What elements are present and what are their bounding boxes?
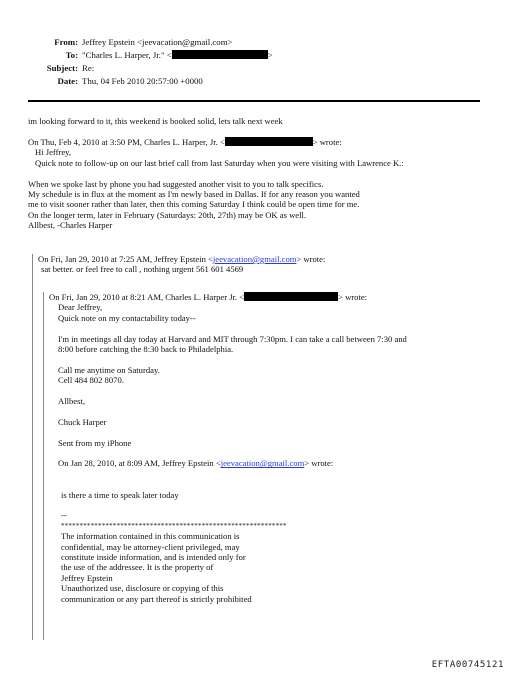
quote2-intro-after: > wrote: bbox=[296, 254, 326, 264]
quote4-intro-after: > wrote: bbox=[304, 458, 334, 469]
subject-label: Subject: bbox=[46, 63, 78, 73]
quote3-paragraph-line: Call me anytime on Saturday. bbox=[58, 364, 160, 375]
reply-text: im looking forward to it, this weekend is booked solid, lets talk next week bbox=[28, 116, 283, 126]
quoted-message-3 bbox=[43, 292, 486, 640]
quote1-intro-after: > wrote: bbox=[312, 137, 342, 147]
quote1-intro-text: On Thu, Feb 4, 2010 at 3:50 PM, Charles L. Harper, Jr. < bbox=[28, 137, 225, 147]
quote1-greeting: Hi Jeffrey, bbox=[35, 147, 72, 158]
from-row bbox=[34, 36, 273, 49]
quote4-intro bbox=[58, 458, 486, 468]
quote1-paragraph-line: My schedule is in flux at the moment as I'm newly based in Dallas. If for any reason you wanted bbox=[28, 189, 360, 200]
quote3-intro bbox=[49, 292, 486, 302]
disclaimer-line: communication or any part thereof is strictly prohibited bbox=[61, 593, 252, 604]
quote3-intro-text: On Fri, Jan 29, 2010 at 8:21 AM, Charles L. Harper Jr. < bbox=[49, 292, 245, 302]
quoted-message-1 bbox=[28, 137, 480, 231]
redaction-bar bbox=[172, 50, 268, 59]
quote3-sent: Sent from my iPhone bbox=[58, 437, 132, 448]
redaction-bar bbox=[225, 137, 313, 146]
quote4-intro-text: On Jan 28, 2010, at 8:09 AM, Jeffrey Epstein < bbox=[58, 458, 221, 469]
quote3-body bbox=[58, 302, 486, 604]
disclaimer-line: confidential, may be attorney-client privileged, may bbox=[61, 541, 240, 552]
quote2-body: sat better. or feel free to call , nothing urgent 561 601 4569 bbox=[41, 264, 244, 275]
quoted-message-4 bbox=[58, 458, 486, 604]
quote3-paragraph-line: 8:00 before catching the 8:30 back to Philadelphia. bbox=[58, 344, 234, 355]
email-link[interactable]: jeevacation@gmail.com bbox=[220, 458, 305, 469]
quote1-paragraph-line: When we spoke last by phone you had suggested another visit to you to talk specifics. bbox=[28, 178, 324, 189]
from-value: Jeffrey Epstein <jeevacation@gmail.com> bbox=[82, 37, 233, 47]
quote3-intro-after: > wrote: bbox=[338, 292, 368, 302]
to-label: To: bbox=[65, 50, 78, 60]
quote1-body bbox=[35, 147, 480, 168]
quote1-intro bbox=[28, 137, 480, 147]
quote3-greeting: Dear Jeffrey, bbox=[58, 302, 103, 313]
quote3-line: Quick note on my contactability today-- bbox=[58, 312, 196, 323]
disclaimer-line: Unauthorized use, disclosure or copying of this bbox=[61, 583, 224, 594]
signature-stars: ************************************************************* bbox=[61, 521, 287, 530]
to-row bbox=[34, 49, 273, 62]
date-row bbox=[34, 75, 273, 88]
quote4-body: is there a time to speak later today bbox=[61, 489, 179, 500]
email-link[interactable]: jeevacation@gmail.com bbox=[212, 254, 297, 264]
email-header bbox=[34, 36, 273, 88]
disclaimer-line: the use of the addressee. It is the property of bbox=[61, 562, 214, 573]
quote1-paragraph-line: me to visit sooner rather than later, then this coming Saturday I think could be open time for me. bbox=[28, 199, 360, 210]
disclaimer-line: The information contained in this communication is bbox=[61, 531, 240, 542]
redaction-bar bbox=[244, 292, 338, 301]
from-label: From: bbox=[54, 37, 78, 47]
quote1-line: Quick note to follow-up on our last brief call from last Saturday when you were visiting with Lawrence K.: bbox=[35, 157, 404, 168]
header-divider bbox=[28, 100, 480, 102]
quote1-paragraph-line: On the longer term, later in February (Saturdays: 20th, 27th) may be OK as well. bbox=[28, 209, 307, 220]
disclaimer-line: constitute inside information, and is intended only for bbox=[61, 552, 246, 563]
disclaimer-line: Jeffrey Epstein bbox=[61, 572, 113, 583]
quote3-signoff: Allbest, bbox=[58, 396, 85, 407]
signature-dash: -- bbox=[61, 510, 67, 521]
quote1-signoff: Allbest, -Charles Harper bbox=[28, 220, 113, 231]
quote2-intro-text: On Fri, Jan 29, 2010 at 7:25 AM, Jeffrey Epstein < bbox=[38, 254, 213, 264]
quote3-paragraph-line: Cell 484 802 8070. bbox=[58, 375, 124, 386]
date-value: Thu, 04 Feb 2010 20:57:00 +0000 bbox=[82, 76, 203, 86]
quote3-name: Chuck Harper bbox=[58, 416, 107, 427]
date-label: Date: bbox=[57, 76, 78, 86]
quote2-intro bbox=[38, 254, 486, 264]
quote3-paragraph-line: I'm in meetings all day today at Harvard and MIT through 7:30pm. I can take a call between 7:30 and bbox=[58, 333, 407, 344]
subject-value: Re: bbox=[82, 63, 95, 73]
document-id: EFTA00745121 bbox=[431, 660, 504, 670]
to-close: > bbox=[267, 50, 273, 60]
to-value: "Charles L. Harper, Jr." < bbox=[82, 50, 172, 60]
subject-row bbox=[34, 62, 273, 75]
